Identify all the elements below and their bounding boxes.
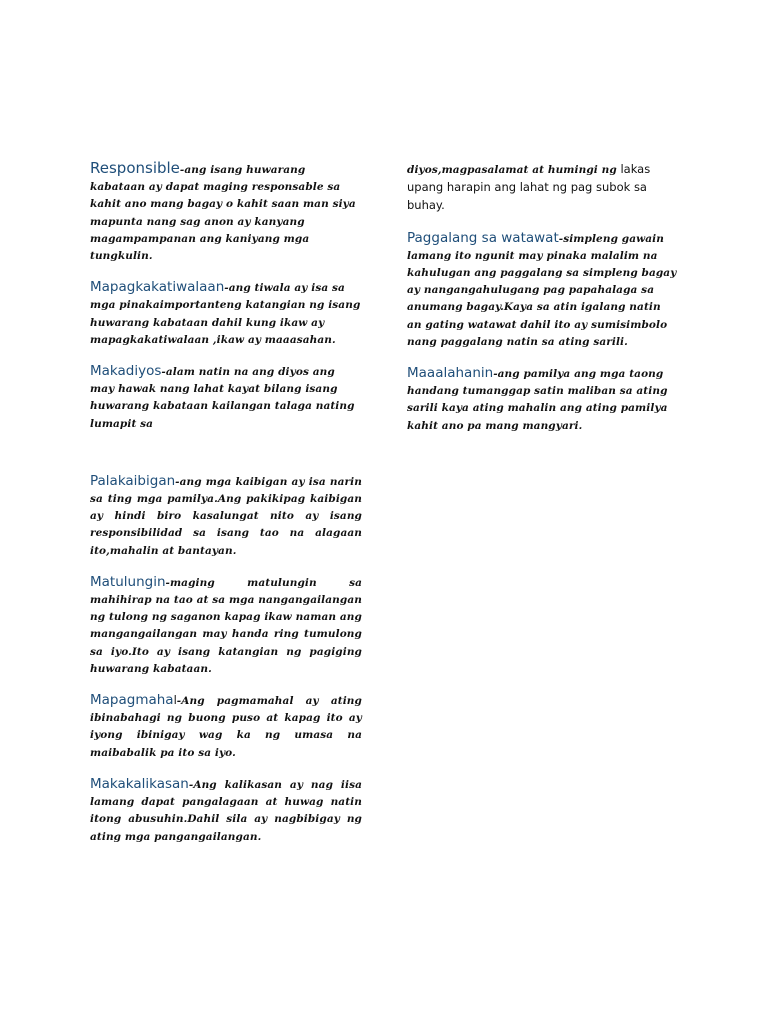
entry-term: Maaalahanin bbox=[407, 365, 494, 382]
left-column bbox=[90, 160, 362, 860]
entry-text: -simpleng gawain lamang ito ngunit may pinaka malalim na kahulugan ang paggalang sa simpleng bagay ay nangangahulugang pag papahalaga sa anumang bagay.Kaya sa atin igalang natin an gating watawat dahil ito ay sumisimbolo nang paggalang natin sa ating sarili. bbox=[407, 232, 677, 348]
entry-term: Responsible bbox=[90, 159, 180, 177]
entry-text: -ang pamilya ang mga taong handang tumanggap satin maliban sa ating sarili kaya ating mahalin ang ating pamilya kahit ano pa mang mangyari. bbox=[407, 368, 668, 432]
entry-term: Paggalang sa watawat bbox=[407, 229, 559, 246]
entry-text: -Ang kalikasan ay nag iisa lamang dapat pangalagaan at huwag natin itong abusuhin.Dahil sila ay nagbibigay ng ating mga pangangailangan. bbox=[90, 778, 362, 843]
entry-term: Palakaibigan bbox=[90, 472, 176, 489]
entry-mapagkakatiwalaan bbox=[90, 279, 362, 349]
entry-term: Makadiyos bbox=[90, 363, 162, 380]
entry-text: -alam natin na ang diyos ang may hawak nang lahat kayat bilang isang huwarang kabataan kailangan talaga nating lumapit sa bbox=[90, 366, 355, 430]
entry-makadiyos-continuation bbox=[407, 161, 677, 216]
entry-term: Matulungin bbox=[90, 573, 166, 590]
entry-text: -ang tiwala ay isa sa mga pinakaimportanteng katangian ng isang huwarang kabataan dahil kung ikaw ay mapagkakatiwalaan ,ikaw ay maaasahan. bbox=[90, 282, 361, 346]
entry-term: Mapagmaha bbox=[90, 692, 174, 709]
entry-makakalikasan bbox=[90, 776, 362, 846]
entry-term-tail: l bbox=[173, 693, 177, 708]
section-gap bbox=[90, 447, 362, 473]
entry-mapagmahal bbox=[90, 692, 362, 762]
entry-matulungin bbox=[90, 574, 362, 678]
entry-paggalang-sa-watawat bbox=[407, 230, 677, 351]
entry-text: -ang isang huwarang kabataan ay dapat maging responsable sa kahit ano mang bagay o kahit saan man siya mapunta nang sag anon ay kanyang magampampanan ang kaniyang mga tungkulin. bbox=[90, 164, 356, 263]
continuation-plain-text: lakas upang harapin ang lahat ng pag subok sa buhay. bbox=[407, 162, 651, 213]
entry-responsible bbox=[90, 160, 362, 265]
entry-term: Mapagkakatiwalaan bbox=[90, 279, 225, 296]
entry-palakaibigan bbox=[90, 473, 362, 560]
continuation-text: diyos,magpasalamat at humingi ng bbox=[407, 164, 617, 176]
entry-maaalahanin bbox=[407, 365, 677, 435]
entry-text: -Ang pagmamahal ay ating ibinabahagi ng buong puso at kapag ito ay iyong ibinigay wag ka ng umasa na maibabalik pa ito sa iyo. bbox=[90, 695, 362, 759]
entry-text: -ang mga kaibigan ay isa narin sa ting mga pamilya.Ang pakikipag kaibigan ay hindi biro kasalungat nito ay isang responsibilidad sa isang tao na alagaan ito,mahalin at bantayan. bbox=[90, 475, 362, 557]
entry-term: Makakalikasan bbox=[90, 775, 189, 792]
right-column bbox=[407, 161, 677, 449]
entry-makadiyos bbox=[90, 363, 362, 433]
entry-text: -maging matulungin sa mahihirap na tao at sa mga nangangailangan ng tulong ng saganon kapag ikaw naman ang mangangailangan may handa ring tumulong sa iyo.Ito ay isang katangian ng pagiging huwarang kabataan. bbox=[90, 576, 362, 675]
